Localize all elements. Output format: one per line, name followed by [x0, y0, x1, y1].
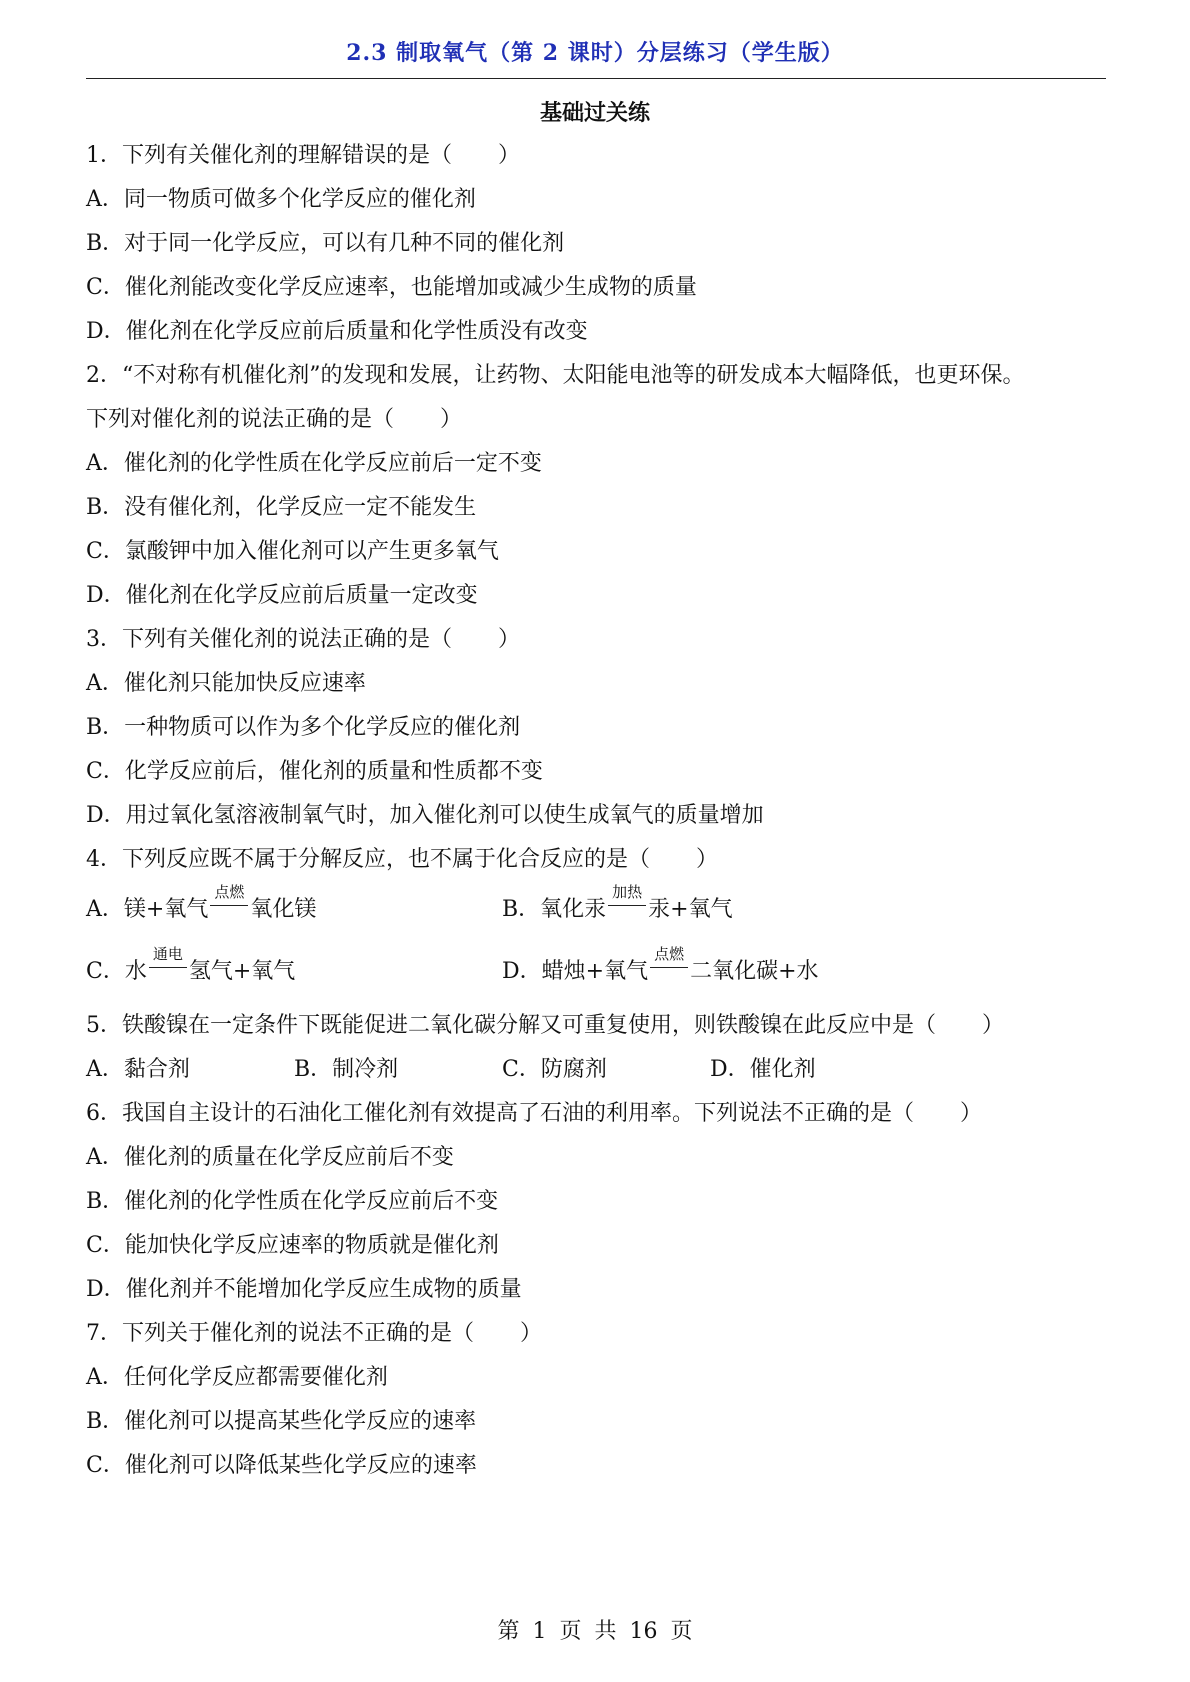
question-4-option-c: C．水 通电 氢气+氧气: [86, 945, 296, 984]
question-6-option-d: D．催化剂并不能增加化学反应生成物的质量: [86, 1277, 522, 1302]
question-6-option-b: B．催化剂的化学性质在化学反应前后不变: [86, 1189, 499, 1214]
question-2-option-d: D．催化剂在化学反应前后质量一定改变: [86, 583, 478, 608]
section-title: 基础过关练: [539, 100, 650, 126]
question-7-option-c: C．催化剂可以降低某些化学反应的速率: [86, 1453, 477, 1478]
reaction-condition-arrow: 加热: [608, 896, 646, 924]
question-7-stem: 7．下列关于催化剂的说法不正确的是（ ）: [86, 1321, 543, 1346]
question-3-option-c: C．化学反应前后，催化剂的质量和性质都不变: [86, 759, 543, 784]
question-3-option-d: D．用过氧化氢溶液制氧气时，加入催化剂可以使生成氧气的质量增加: [86, 803, 764, 828]
question-5-option-b: B．制冷剂: [294, 1057, 399, 1082]
question-2-stem: 2．“不对称有机催化剂”的发现和发展，让药物、太阳能电池等的研发成本大幅降低，也更环保。: [86, 363, 1025, 388]
question-4-option-a: A．镁+氧气 点燃 氧化镁: [86, 883, 317, 922]
reaction-condition-arrow: 通电: [149, 958, 187, 986]
question-5-stem: 5．铁酸镍在一定条件下既能促进二氧化碳分解又可重复使用，则铁酸镍在此反应中是（ ）: [86, 1013, 1005, 1038]
question-2-option-b: B．没有催化剂，化学反应一定不能发生: [86, 495, 477, 520]
question-3-stem: 3．下列有关催化剂的说法正确的是（ ）: [86, 627, 521, 652]
reaction-condition-arrow: 点燃: [650, 958, 688, 986]
question-5-option-d: D．催化剂: [710, 1057, 816, 1082]
question-1-stem: 1．下列有关催化剂的理解错误的是（ ）: [86, 143, 521, 168]
reaction-condition-arrow: 点燃: [210, 896, 248, 924]
question-3-option-b: B．一种物质可以作为多个化学反应的催化剂: [86, 715, 521, 740]
page-number: 第 1 页 共 16 页: [497, 1619, 693, 1644]
question-2-option-a: A．催化剂的化学性质在化学反应前后一定不变: [86, 451, 542, 476]
question-4-option-b: B．氧化汞 加热 汞+氧气: [502, 883, 733, 922]
question-5-option-a: A．黏合剂: [86, 1057, 190, 1082]
question-1-option-b: B．对于同一化学反应，可以有几种不同的催化剂: [86, 231, 565, 256]
question-6-option-a: A．催化剂的质量在化学反应前后不变: [86, 1145, 454, 1170]
question-1-option-c: C．催化剂能改变化学反应速率，也能增加或减少生成物的质量: [86, 275, 697, 300]
question-7-option-b: B．催化剂可以提高某些化学反应的速率: [86, 1409, 477, 1434]
question-3-option-a: A．催化剂只能加快反应速率: [86, 671, 366, 696]
question-7-option-a: A．任何化学反应都需要催化剂: [86, 1365, 388, 1390]
question-4-stem: 4．下列反应既不属于分解反应，也不属于化合反应的是（ ）: [86, 847, 719, 872]
question-6-stem: 6．我国自主设计的石油化工催化剂有效提高了石油的利用率。下列说法不正确的是（ ）: [86, 1101, 983, 1126]
header-divider: [86, 78, 1106, 79]
question-6-option-c: C．能加快化学反应速率的物质就是催化剂: [86, 1233, 499, 1258]
question-1-option-a: A．同一物质可做多个化学反应的催化剂: [86, 187, 476, 212]
question-2-stem-continued: 下列对催化剂的说法正确的是（ ）: [86, 407, 463, 432]
question-1-option-d: D．催化剂在化学反应前后质量和化学性质没有改变: [86, 319, 588, 344]
question-5-option-c: C．防腐剂: [502, 1057, 607, 1082]
question-2-option-c: C．氯酸钾中加入催化剂可以产生更多氧气: [86, 539, 499, 564]
document-title: 2.3 制取氧气（第 2 课时）分层练习（学生版）: [346, 40, 844, 66]
question-4-option-d: D．蜡烛+氧气 点燃 二氧化碳+水: [502, 945, 819, 984]
